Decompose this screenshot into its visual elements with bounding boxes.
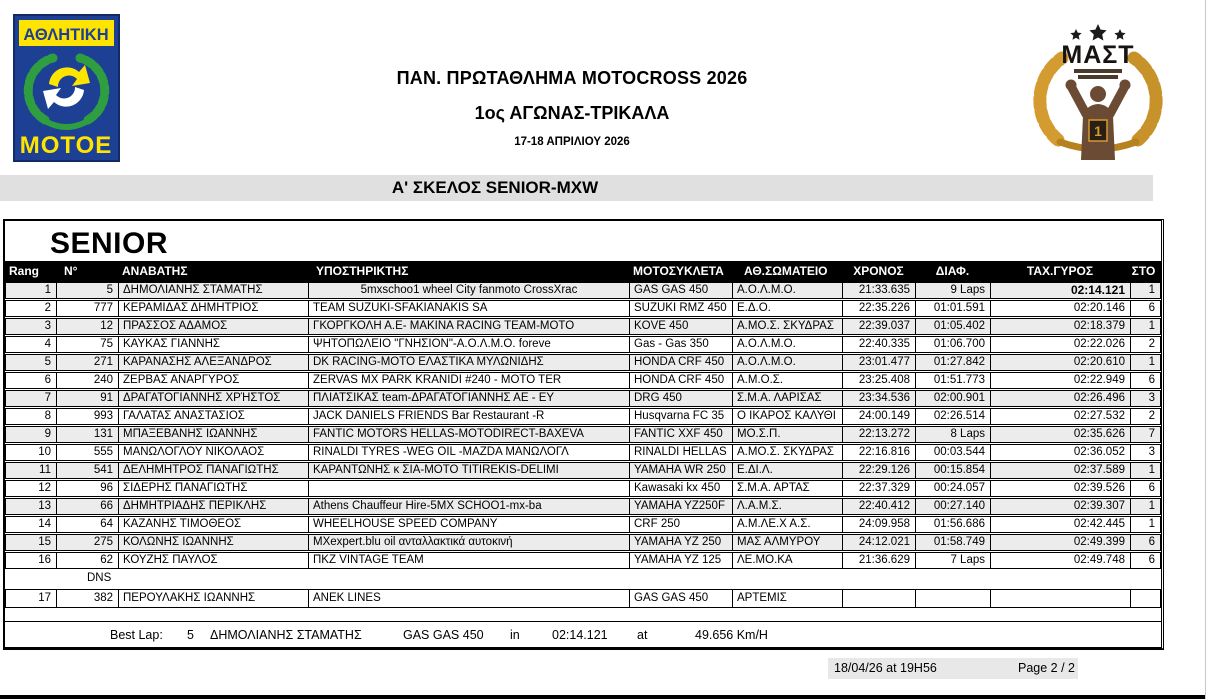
cell-supporter xyxy=(309,481,630,496)
table-row xyxy=(5,444,1161,461)
results-table xyxy=(3,219,1164,650)
cell-club: ΜΟ.Σ.Π. xyxy=(733,427,843,442)
cell-rank: 9 xyxy=(6,427,57,442)
cell-rider: ΚΑΖΑΝΗΣ ΤΙΜΟΘΕΟΣ xyxy=(119,517,309,532)
mast-logo-text: ΜΑΣΤ xyxy=(1061,41,1135,69)
cell-time: 24:00.149 xyxy=(843,409,916,424)
cell-club: ΛΕ.ΜΟ.ΚΑ xyxy=(733,553,843,568)
table-header-row xyxy=(5,261,1161,282)
cell-rider: ΔΗΜΟΛΙΑΝΗΣ ΣΤΑΜΑΤΗΣ xyxy=(119,283,309,298)
cell-bike: YAMAHA YZ250F xyxy=(630,499,733,514)
cell-num: 12 xyxy=(57,319,119,334)
cell-sto: 6 xyxy=(1148,554,1155,566)
table-row xyxy=(5,589,1161,608)
cell-diff: 01:27.842 xyxy=(916,355,991,370)
cell-sto: 1 xyxy=(1148,356,1155,368)
column-header: ΥΠΟΣΤΗΡΙΚΤΗΣ xyxy=(316,264,409,278)
column-header: Rang xyxy=(9,264,39,278)
race-title: 1ος ΑΓΩΝΑΣ-ΤΡΙΚΑΛΑ xyxy=(474,103,670,123)
championship-title: ΠΑΝ. ΠΡΩΤΑΘΛΗΜΑ MOTOCROSS 2026 xyxy=(396,68,748,88)
mast-logo-subtext-line xyxy=(1078,75,1118,79)
cell-lap: 02:22.949 xyxy=(991,373,1131,388)
cell-time: 23:34.536 xyxy=(843,391,916,406)
cell-bike: FANTIC XXF 450 xyxy=(630,427,733,442)
cell-diff xyxy=(916,590,991,607)
best-lap-time: 02:14.121 xyxy=(552,628,608,642)
cell-club: ΜΑΣ ΑΛΜΥΡΟΥ xyxy=(733,535,843,550)
page-indicator: Page 2 / 2 xyxy=(1018,661,1075,675)
cell-num: 555 xyxy=(57,445,119,460)
cell-lap: 02:42.445 xyxy=(991,517,1131,532)
cell-num: 64 xyxy=(57,517,119,532)
column-header: ΜΟΤΟΣΥΚΛΕΤΑ xyxy=(633,264,724,278)
cell-rider: ΚΕΡΑΜΙΔΑΣ ΔΗΜΗΤΡΙΟΣ xyxy=(119,301,309,316)
column-header: ΔΙΑΦ. xyxy=(935,264,970,278)
cell-club: Σ.Μ.Α. ΑΡΤΑΣ xyxy=(733,481,843,496)
cell-rank: 14 xyxy=(6,517,57,532)
cell-time: 22:37.329 xyxy=(843,481,916,496)
cell-num: 62 xyxy=(57,553,119,568)
cell-club: Α.ΜΟ.Σ. ΣΚΥΔΡΑΣ xyxy=(733,319,843,334)
category-title: SENIOR xyxy=(50,227,169,260)
cell-lap xyxy=(991,590,1131,607)
cell-diff: 00:27.140 xyxy=(916,499,991,514)
best-lap-label: Best Lap: xyxy=(110,628,163,642)
cell-rank: 12 xyxy=(6,481,57,496)
cell-club: Α.Ο.Λ.Μ.Ο. xyxy=(733,283,843,298)
column-header: ΤΑΧ.ΓΥΡΟΣ xyxy=(1026,264,1094,278)
table-row xyxy=(5,390,1161,407)
cell-club: Ε.Δ.Ο. xyxy=(733,301,843,316)
cell-time xyxy=(843,590,916,607)
cell-bike: Kawasaki kx 450 xyxy=(630,481,733,496)
cell-lap: 02:49.748 xyxy=(991,553,1131,568)
motoe-logo xyxy=(13,14,120,162)
cell-diff: 01:56.686 xyxy=(916,517,991,532)
cell-club: Ε.ΔΙ.Λ. xyxy=(733,463,843,478)
cell-supporter: TEAM SUZUKI-SFAKIANAKIS SA xyxy=(309,301,630,316)
cell-num: 275 xyxy=(57,535,119,550)
cell-num: 541 xyxy=(57,463,119,478)
cell-diff: 01:51.773 xyxy=(916,373,991,388)
section-bar xyxy=(0,175,1153,201)
cell-rider: ΣΙΔΕΡΗΣ ΠΑΝΑΓΙΩΤΗΣ xyxy=(119,481,309,496)
table-row xyxy=(5,516,1161,533)
cell-diff: 01:01.591 xyxy=(916,301,991,316)
cell-sto: 6 xyxy=(1148,374,1155,386)
cell-bike: SUZUKI RMZ 450 xyxy=(630,301,733,316)
cell-bike: GAS GAS 450 xyxy=(630,590,733,607)
cell-time: 23:25.408 xyxy=(843,373,916,388)
best-lap-line xyxy=(5,621,1161,647)
cell-lap: 02:27.532 xyxy=(991,409,1131,424)
cell-num: 5 xyxy=(57,283,119,298)
table-row xyxy=(5,462,1161,479)
cell-lap: 02:26.496 xyxy=(991,391,1131,406)
cell-club: Λ.Α.Μ.Σ. xyxy=(733,499,843,514)
cell-supporter: ΠΛΙΑΤΣΙΚΑΣ team-ΔΡΑΓΑΤΟΓΙΑΝΝΗΣ ΑΕ - ΕΥ xyxy=(309,391,630,406)
cell-rider: ΚΑΡΑΝΑΣΗΣ ΑΛΕΞΑΝΔΡΟΣ xyxy=(119,355,309,370)
cell-time: 24:09.958 xyxy=(843,517,916,532)
cell-sto: 6 xyxy=(1148,482,1155,494)
mast-plate-number: 1 xyxy=(1094,123,1102,139)
cell-rider: ΖΕΡΒΑΣ ΑΝΑΡΓΥΡΟΣ xyxy=(119,373,309,388)
cell-bike: CRF 250 xyxy=(630,517,733,532)
best-lap-rider: ΔΗΜΟΛΙΑΝΗΣ ΣΤΑΜΑΤΗΣ xyxy=(210,628,362,642)
cell-supporter: RINALDI TYRES -WEG OIL -MAZDA ΜΑΝΩΛΟΓΛ xyxy=(309,445,630,460)
cell-num: 75 xyxy=(57,337,119,352)
cell-supporter: ΠΚΖ VINTAGE TEAM xyxy=(309,553,630,568)
cell-supporter: 5mxschoo1 wheel City fanmoto CrossXrac xyxy=(309,283,630,298)
cell-rider: ΠΕΡΟΥΛΑΚΗΣ ΙΩΑΝΝΗΣ xyxy=(119,590,309,607)
cell-num: 382 xyxy=(57,590,119,607)
cell-supporter: ANEK LINES xyxy=(309,590,630,607)
cell-club: Α.ΜΟ.Σ. ΣΚΥΔΡΑΣ xyxy=(733,445,843,460)
cell-lap: 02:37.589 xyxy=(991,463,1131,478)
cell-supporter: MXexpert.blu oil ανταλλακτικά αυτοκινή xyxy=(309,535,630,550)
table-row xyxy=(5,426,1161,443)
cell-bike: HONDA CRF 450 xyxy=(630,373,733,388)
cell-rank: 11 xyxy=(6,463,57,478)
cell-sto: 7 xyxy=(1148,428,1155,440)
column-header: ΑΘ.ΣΩΜΑΤΕΙΟ xyxy=(744,264,828,278)
cell-rank: 4 xyxy=(6,337,57,352)
cell-rider: ΓΑΛΑΤΑΣ ΑΝΑΣΤΑΣΙΟΣ xyxy=(119,409,309,424)
cell-supporter: ZERVAS MX PARK KRANIDI #240 - MOTO TER xyxy=(309,373,630,388)
cell-rank: 1 xyxy=(6,283,57,298)
cell-bike: RINALDI HELLAS xyxy=(630,445,733,460)
table-row xyxy=(5,552,1161,569)
cell-supporter: WHEELHOUSE SPEED COMPANY xyxy=(309,517,630,532)
cell-sto: 1 xyxy=(1148,464,1155,476)
cell-lap: 02:39.307 xyxy=(991,499,1131,514)
cell-rider: ΜΠΑΞΕΒΑΝΗΣ ΙΩΑΝΝΗΣ xyxy=(119,427,309,442)
cell-num: 240 xyxy=(57,373,119,388)
cell-rider: ΠΡΑΣΣΟΣ ΑΔΑΜΟΣ xyxy=(119,319,309,334)
cell-time: 23:01.477 xyxy=(843,355,916,370)
dns-rows xyxy=(5,589,1161,608)
cell-rider: ΔΕΛΗΜΗΤΡΟΣ ΠΑΝΑΓΙΩΤΗΣ xyxy=(119,463,309,478)
motoe-logo-top-text: ΑΘΛΗΤΙΚΗ xyxy=(23,26,109,44)
table-row xyxy=(5,300,1161,317)
cell-rank: 8 xyxy=(6,409,57,424)
cell-sto: 3 xyxy=(1148,392,1155,404)
cell-rank: 16 xyxy=(6,553,57,568)
cell-bike: GAS GAS 450 xyxy=(630,283,733,298)
cell-rank: 3 xyxy=(6,319,57,334)
cell-diff: 01:05.402 xyxy=(916,319,991,334)
cell-supporter: Athens Chauffeur Hire-5MX SCHOO1-mx-ba xyxy=(309,499,630,514)
cell-rank: 17 xyxy=(6,590,57,607)
table-row xyxy=(5,372,1161,389)
cell-rank: 7 xyxy=(6,391,57,406)
cell-diff: 7 Laps xyxy=(916,553,991,568)
cell-diff: 8 Laps xyxy=(916,427,991,442)
cell-lap: 02:20.610 xyxy=(991,355,1131,370)
cell-lap: 02:20.146 xyxy=(991,301,1131,316)
cell-lap: 02:18.379 xyxy=(991,319,1131,334)
cell-num: 777 xyxy=(57,301,119,316)
column-header: ΣΤΟ xyxy=(1131,264,1156,278)
cell-club: Α.Μ.Ο.Σ. xyxy=(733,373,843,388)
cell-supporter: ΓΚΟΡΓΚΟΛΗ Α.Ε- MAKINA RACING TEAM-ΜΟΤΟ xyxy=(309,319,630,334)
cell-rider: ΔΡΑΓΑΤΟΓΙΑΝΝΗΣ ΧΡΉΣΤΟΣ xyxy=(119,391,309,406)
cell-lap: 02:35.626 xyxy=(991,427,1131,442)
cell-num: 66 xyxy=(57,499,119,514)
cell-diff: 9 Laps xyxy=(916,283,991,298)
table-body xyxy=(5,282,1161,569)
cell-time: 22:29.126 xyxy=(843,463,916,478)
cell-lap: 02:39.526 xyxy=(991,481,1131,496)
cell-rider: ΜΑΝΩΛΟΓΛΟΥ ΝΙΚΟΛΑΟΣ xyxy=(119,445,309,460)
mast-logo-subtext-line xyxy=(1074,69,1122,73)
cell-bike: Husqvarna FC 35 xyxy=(630,409,733,424)
cell-sto: 3 xyxy=(1148,446,1155,458)
cell-club: Α.Ο.Λ.Μ.Ο. xyxy=(733,355,843,370)
cell-time: 22:39.037 xyxy=(843,319,916,334)
cell-lap: 02:36.052 xyxy=(991,445,1131,460)
bottom-rule xyxy=(0,695,1206,699)
cell-supporter: ΨΗΤΟΠΩΛΕΙΟ "ΓΝΗΣΙΟΝ"-Α.Ο.Λ.Μ.Ο. foreve xyxy=(309,337,630,352)
column-header: ΑΝΑΒΑΤΗΣ xyxy=(122,264,188,278)
cell-time: 22:16.816 xyxy=(843,445,916,460)
cell-bike: KOVE 450 xyxy=(630,319,733,334)
table-row xyxy=(5,408,1161,425)
cell-bike: DRG 450 xyxy=(630,391,733,406)
cell-bike: HONDA CRF 450 xyxy=(630,355,733,370)
print-datetime: 18/04/26 at 19H56 xyxy=(834,661,937,675)
column-header: N° xyxy=(64,264,78,278)
cell-rank: 15 xyxy=(6,535,57,550)
cell-club: Ο ΙΚΑΡΟΣ ΚΑΛΥΘΙ xyxy=(733,409,843,424)
cell-diff: 00:03.544 xyxy=(916,445,991,460)
cell-bike: Gas - Gas 350 xyxy=(630,337,733,352)
section-title: Α' ΣΚΕΛΟΣ SENIOR-MXW xyxy=(391,178,599,197)
cell-rider: ΔΗΜΗΤΡΙΑΔΗΣ ΠΕΡΙΚΛΗΣ xyxy=(119,499,309,514)
cell-lap: 02:49.399 xyxy=(991,535,1131,550)
cell-diff: 02:00.901 xyxy=(916,391,991,406)
cell-rider: ΚΟΥΖΗΣ ΠΑΥΛΟΣ xyxy=(119,553,309,568)
cell-sto: 6 xyxy=(1148,302,1155,314)
column-header: ΧΡΟΝΟΣ xyxy=(853,264,904,278)
cell-club: Α.Μ.ΛΕ.Χ Α.Σ. xyxy=(733,517,843,532)
cell-lap: 02:14.121 xyxy=(991,283,1131,298)
cell-time: 22:40.412 xyxy=(843,499,916,514)
cell-bike: YAMAHA YZ 250 xyxy=(630,535,733,550)
cell-rank: 10 xyxy=(6,445,57,460)
cell-sto xyxy=(1131,590,1160,607)
table-row xyxy=(5,282,1161,299)
cell-time: 22:40.335 xyxy=(843,337,916,352)
cell-club: Α.Ο.Λ.Μ.Ο. xyxy=(733,337,843,352)
cell-rider: ΚΟΛΩΝΗΣ ΙΩΑΝΝΗΣ xyxy=(119,535,309,550)
cell-bike: YAMAHA YZ 125 xyxy=(630,553,733,568)
best-lap-number: 5 xyxy=(187,628,194,642)
best-lap-at: at xyxy=(637,628,648,642)
motoe-logo-bottom-text: ΜΟΤΟΕ xyxy=(19,132,113,159)
cell-rank: 6 xyxy=(6,373,57,388)
event-date: 17-18 ΑΠΡΙΛΙΟΥ 2026 xyxy=(514,136,630,148)
cell-time: 21:33.635 xyxy=(843,283,916,298)
cell-supporter: FANTIC MOTORS HELLAS-MOTODIRECT-BAXEVA xyxy=(309,427,630,442)
cell-sto: 1 xyxy=(1148,284,1155,296)
cell-time: 24:12.021 xyxy=(843,535,916,550)
best-lap-speed: 49.656 Km/H xyxy=(695,628,768,642)
cell-time: 22:13.272 xyxy=(843,427,916,442)
table-row xyxy=(5,354,1161,371)
cell-num: 131 xyxy=(57,427,119,442)
cell-sto: 2 xyxy=(1148,338,1155,350)
table-row xyxy=(5,336,1161,353)
cell-sto: 2 xyxy=(1148,410,1155,422)
footer xyxy=(828,658,1078,679)
cell-sto: 1 xyxy=(1148,518,1155,530)
cell-supporter: ΚΑΡΑΝΤΩΝΗΣ κ ΣΙΑ-ΜΟΤΟ TITIREKIS-DELIMI xyxy=(309,463,630,478)
cell-num: 91 xyxy=(57,391,119,406)
dns-label: DNS xyxy=(87,572,112,584)
table-row xyxy=(5,480,1161,497)
cell-time: 22:35.226 xyxy=(843,301,916,316)
cell-num: 96 xyxy=(57,481,119,496)
cell-rank: 2 xyxy=(6,301,57,316)
cell-lap: 02:22.026 xyxy=(991,337,1131,352)
cell-time: 21:36.629 xyxy=(843,553,916,568)
cell-club: Σ.Μ.Α. ΛΑΡΙΣΑΣ xyxy=(733,391,843,406)
best-lap-bike: GAS GAS 450 xyxy=(403,628,484,642)
cell-sto: 6 xyxy=(1148,536,1155,548)
title-block xyxy=(222,68,922,148)
cell-bike: YAMAHA WR 250 xyxy=(630,463,733,478)
cell-supporter: JACK DANIELS FRIENDS Bar Restaurant -R xyxy=(309,409,630,424)
table-row xyxy=(5,534,1161,551)
cell-diff: 00:24.057 xyxy=(916,481,991,496)
cell-diff: 00:15.854 xyxy=(916,463,991,478)
table-row xyxy=(5,498,1161,515)
mast-logo xyxy=(1028,20,1168,162)
cell-diff: 01:58.749 xyxy=(916,535,991,550)
cell-diff: 01:06.700 xyxy=(916,337,991,352)
cell-rider: ΚΑΥΚΑΣ ΓΙΑΝΝΗΣ xyxy=(119,337,309,352)
cell-rank: 5 xyxy=(6,355,57,370)
cell-sto: 1 xyxy=(1148,320,1155,332)
best-lap-in: in xyxy=(510,628,520,642)
cell-num: 271 xyxy=(57,355,119,370)
cell-rank: 13 xyxy=(6,499,57,514)
cell-diff: 02:26.514 xyxy=(916,409,991,424)
cell-num: 993 xyxy=(57,409,119,424)
cell-sto: 1 xyxy=(1148,500,1155,512)
cell-supporter: DK RACING-ΜΟΤΟ ΕΛΑΣΤΙΚΑ ΜΥΛΩΝΙΔΗΣ xyxy=(309,355,630,370)
table-row xyxy=(5,318,1161,335)
cell-club: ΑΡΤΕΜΙΣ xyxy=(733,590,843,607)
